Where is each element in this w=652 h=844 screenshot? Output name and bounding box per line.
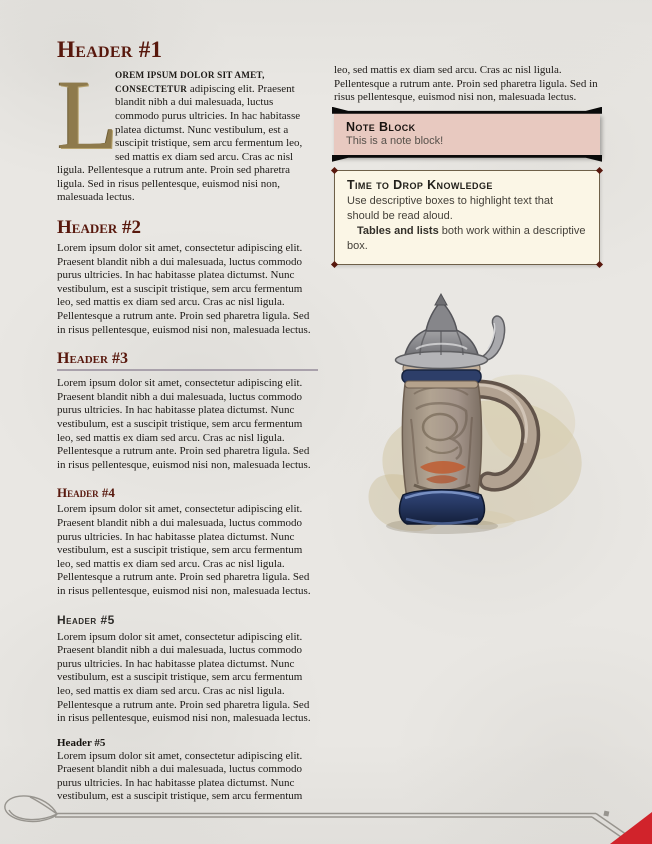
section-paragraph: Lorem ipsum dolor sit amet, consectetur adipiscing elit. Praesent blandit nibh a dui malesuada, luctus commodo purus ultricies. In hac habitasse platea dictumst. Nunc vestibulum, est a suscipit tristique, sem arcu fermentum leo, sed mattis ex diam sed arcu. Cras ac nisl ligula. Pellentesque a rutrum ante. Proin sed pharetra ligula. Sed in risus pellentesque, euismod nisi non, malesuada lectus.	[57, 503, 311, 597]
page-title: Header #1	[57, 38, 163, 62]
corner-dot-icon	[596, 167, 603, 174]
intro-body: adipiscing elit. Praesent blandit nibh a dui malesuada, luctus commodo purus ultricies. In hac habitasse platea dictumst. Nunc vestibulum, est a suscipit tristique, sem arcu fermentum leo, sed mattis ex diam sed arcu. Cras ac nisl ligula. Pellentesque a rutrum ante. Proin sed pharetra ligula. Sed in risus pellentesque, euismod nisi non, malesuada lectus.	[57, 82, 303, 204]
descriptive-box	[334, 170, 600, 265]
footer-dot	[603, 811, 609, 817]
continuation-paragraph: leo, sed mattis ex diam sed arcu. Cras ac nisl ligula. Pellentesque a rutrum ante. Proin sed pharetra ligula. Sed in risus pellentesque, euismod nisi non, malesuada lectus.	[334, 64, 598, 104]
corner-dot-icon	[596, 261, 603, 268]
section-heading-6: Header #5	[57, 736, 106, 749]
descriptive-line1: Use descriptive boxes to highlight text that should be read aloud.	[347, 194, 554, 222]
descriptive-line2	[347, 224, 587, 254]
footer-ornament	[0, 782, 652, 844]
note-block-title: Note Block	[346, 119, 416, 134]
dropcap-letter: L	[57, 59, 119, 171]
descriptive-box-title: Time to Drop Knowledge	[347, 177, 493, 192]
corner-dot-icon	[331, 167, 338, 174]
descriptive-line2-bold: Tables and lists	[357, 224, 439, 237]
beer-stein-illustration-icon	[356, 289, 591, 554]
descriptive-line2-rest: both work within a descriptive box.	[347, 224, 586, 252]
left-column	[57, 38, 318, 813]
stein-body	[402, 377, 481, 499]
intro-paragraph	[57, 59, 318, 206]
section-paragraph: Lorem ipsum dolor sit amet, consectetur adipiscing elit. Praesent blandit nibh a dui malesuada, luctus commodo purus ultricies. In hac habitasse platea dictumst. Nunc vestibulum, est a suscipit tristique, sem arcu fermentum leo, sed mattis ex diam sed arcu. Cras ac nisl ligula. Pellentesque a rutrum ante. Proin sed pharetra ligula. Sed in risus pellentesque, euismod nisi non, malesuada lectus.	[57, 377, 311, 471]
section-heading-3: Header #3	[57, 350, 318, 371]
section-paragraph: Lorem ipsum dolor sit amet, consectetur adipiscing elit. Praesent blandit nibh a dui malesuada, luctus commodo purus ultricies. In hac habitasse platea dictumst. Nunc vestibulum, est a suscipit tristique, sem arcu fermentum	[57, 749, 303, 803]
descriptive-box-body	[347, 194, 587, 254]
section-heading-4: Header #4	[57, 485, 115, 501]
section-heading-5: Header #5	[57, 612, 115, 627]
section-paragraph: Lorem ipsum dolor sit amet, consectetur adipiscing elit. Praesent blandit nibh a dui malesuada, luctus commodo purus ultricies. In hac habitasse platea dictumst. Nunc vestibulum, est a suscipit tristique, sem arcu fermentum leo, sed mattis ex diam sed arcu. Cras ac nisl ligula. Pellentesque a rutrum ante. Proin sed pharetra ligula. Sed in risus pellentesque, euismod nisi non, malesuada lectus.	[57, 242, 311, 336]
section-heading-2: Header #2	[57, 217, 142, 239]
intro-lead: OREM IPSUM DOLOR SIT AMET, CONSECTETUR	[115, 70, 265, 94]
note-block	[334, 113, 600, 156]
beer-stein-figure	[356, 289, 591, 554]
stein-lid	[396, 294, 488, 369]
footer-flourish-icon	[5, 796, 57, 822]
stein-foot	[400, 490, 485, 524]
corner-dot-icon	[331, 261, 338, 268]
stein-thumb-lift	[482, 316, 505, 360]
note-block-body: This is a note block!	[346, 134, 444, 147]
right-column	[334, 64, 600, 554]
footer-rule-lines	[55, 814, 652, 840]
section-paragraph: Lorem ipsum dolor sit amet, consectetur adipiscing elit. Praesent blandit nibh a dui malesuada, luctus commodo purus ultricies. In hac habitasse platea dictumst. Nunc vestibulum, est a suscipit tristique, sem arcu fermentum leo, sed mattis ex diam sed arcu. Cras ac nisl ligula. Pellentesque a rutrum ante. Proin sed pharetra ligula. Sed in risus pellentesque, euismod nisi non, malesuada lectus.	[57, 630, 311, 725]
